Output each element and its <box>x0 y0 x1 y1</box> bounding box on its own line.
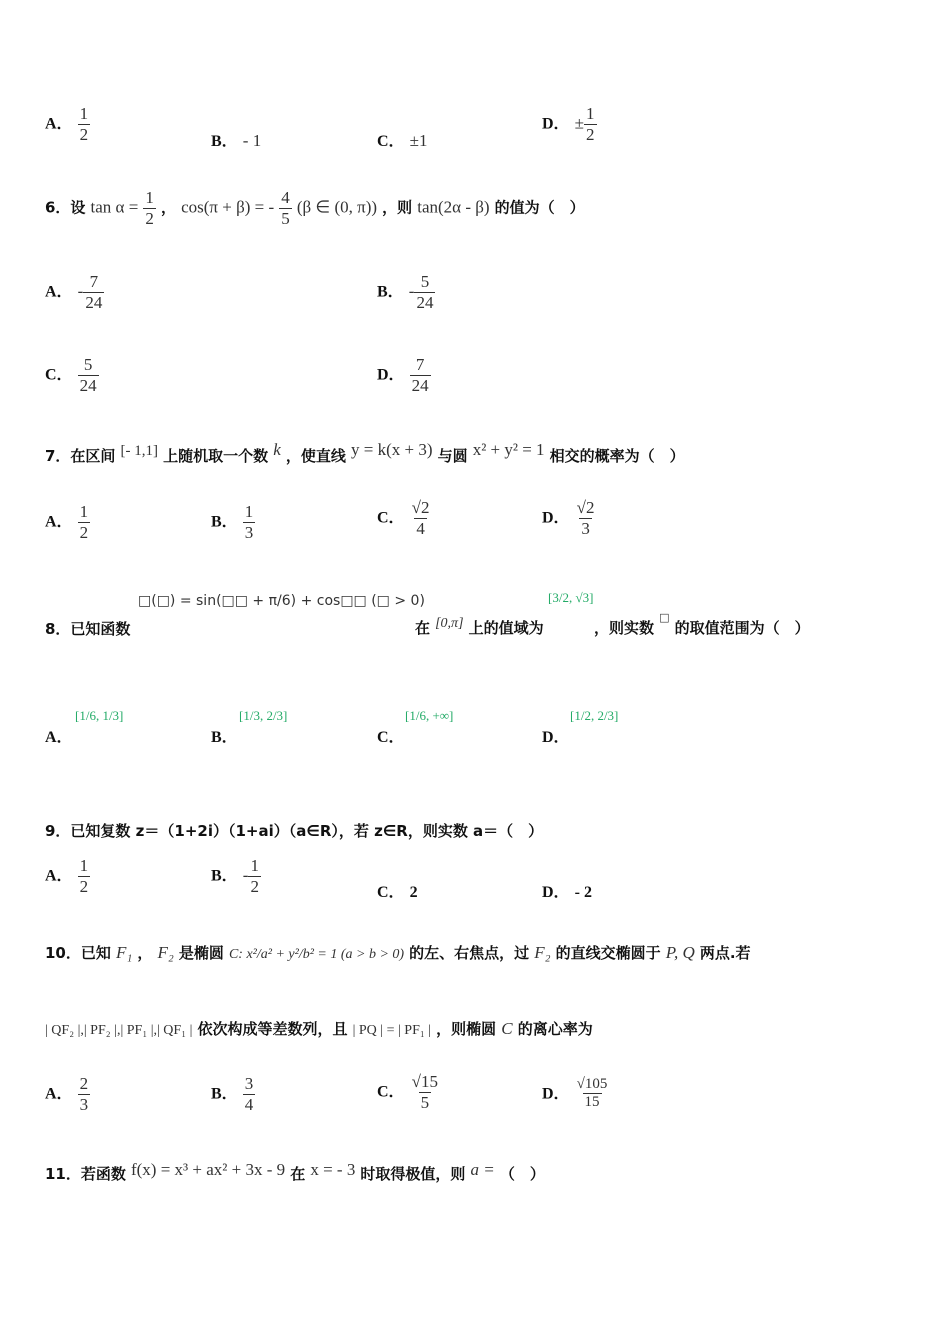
q5-option-b: B． - 1 <box>211 131 262 150</box>
q9-option-c: C． 2 <box>377 884 418 901</box>
fraction: $\frac{1}{2}$ <box>79 104 89 144</box>
q10-option-d: D． $\frac{√105}{15}$ <box>542 1076 608 1111</box>
q7-option-c: C． $\frac{√2}{4}$ <box>377 498 430 538</box>
q10-option-a: A． $\frac{2}{3}$ <box>45 1074 89 1114</box>
q5-option-a <box>45 104 90 144</box>
q5-option-c: C． ±1 <box>377 131 428 150</box>
q8-range-bracket: [3/2, √3] <box>548 590 594 605</box>
q10-option-b: B． $\frac{3}{4}$ <box>211 1074 254 1114</box>
question-10-line2: | QF₂ |,| PF₂ |,| PF₁ |,| QF₁ | 依次构成等差数列，且 | PQ | = | PF₁ | ，则椭圆 C 的离心率为 <box>45 1019 593 1038</box>
q8-option-d: [1/2, 2/3] D． <box>542 708 619 746</box>
question-9: 9．已知复数 z＝（1+2i）（1+ai）（a∈R），若 z∈R，则实数 a＝（ ） <box>45 822 544 840</box>
q9-option-a: A． $\frac{1}{2}$ <box>45 856 89 896</box>
question-8-start: 8．已知函数 <box>45 620 131 638</box>
q8-function-formula: □(□) = sin(□□ + π/6) + cos□□ (□ > 0) <box>138 593 425 609</box>
question-8-end: ，则实数 □ 的取值范围为（ ） <box>594 611 810 637</box>
question-6: 6．设 tan α = $\frac{1}{2}$ ， cos(π + β) = - $\frac{4}{5}$ (β ∈ (0, π)) ，则 tan(2α - β) 的值为（ ） <box>45 188 585 228</box>
q8-option-b: [1/3, 2/3] B． <box>211 708 288 746</box>
question-8-rest: 在 [0,π] 上的值域为 <box>415 616 544 637</box>
q9-option-b: B． - $\frac{1}{2}$ <box>211 856 259 896</box>
q6-option-c: C． $\frac{5}{24}$ <box>45 355 97 395</box>
q7-option-b: B． $\frac{1}{3}$ <box>211 502 254 542</box>
q9-option-d: D． - 2 <box>542 884 592 901</box>
fraction: $\frac{1}{2}$ <box>586 104 595 144</box>
question-11: 11．若函数 f(x) = x³ + ax² + 3x - 9 在 x = - 3 时取得极值，则 a = （ ） <box>45 1160 545 1183</box>
q8-option-c: [1/6, +∞] C． <box>377 708 454 746</box>
question-10-line1: 10．已知 F₁ ， F₂ 是椭圆 C: x²/a² + y²/b² = 1 (a > b > 0) 的左、右焦点，过 F₂ 的直线交椭圆于 P, Q 两点.若 <box>45 943 751 962</box>
q8-option-a: [1/6, 1/3] A． <box>45 708 124 746</box>
q10-option-c: C． $\frac{√15}{5}$ <box>377 1072 438 1112</box>
q7-option-d: D． $\frac{√2}{3}$ <box>542 498 595 538</box>
q6-option-a: A． - $\frac{7}{24}$ <box>45 272 103 312</box>
q6-option-d: D． $\frac{7}{24}$ <box>377 355 429 395</box>
question-7: 7．在区间 [- 1,1] 上随机取一个数 k ，使直线 y = k(x + 3) 与圆 x² + y² = 1 相交的概率为（ ） <box>45 440 685 465</box>
q6-option-b: B． - $\frac{5}{24}$ <box>377 272 434 312</box>
q7-option-a: A． $\frac{1}{2}$ <box>45 502 89 542</box>
option-label: A． <box>45 115 73 133</box>
q5-option-d: D． ± $\frac{1}{2}$ <box>542 104 595 144</box>
